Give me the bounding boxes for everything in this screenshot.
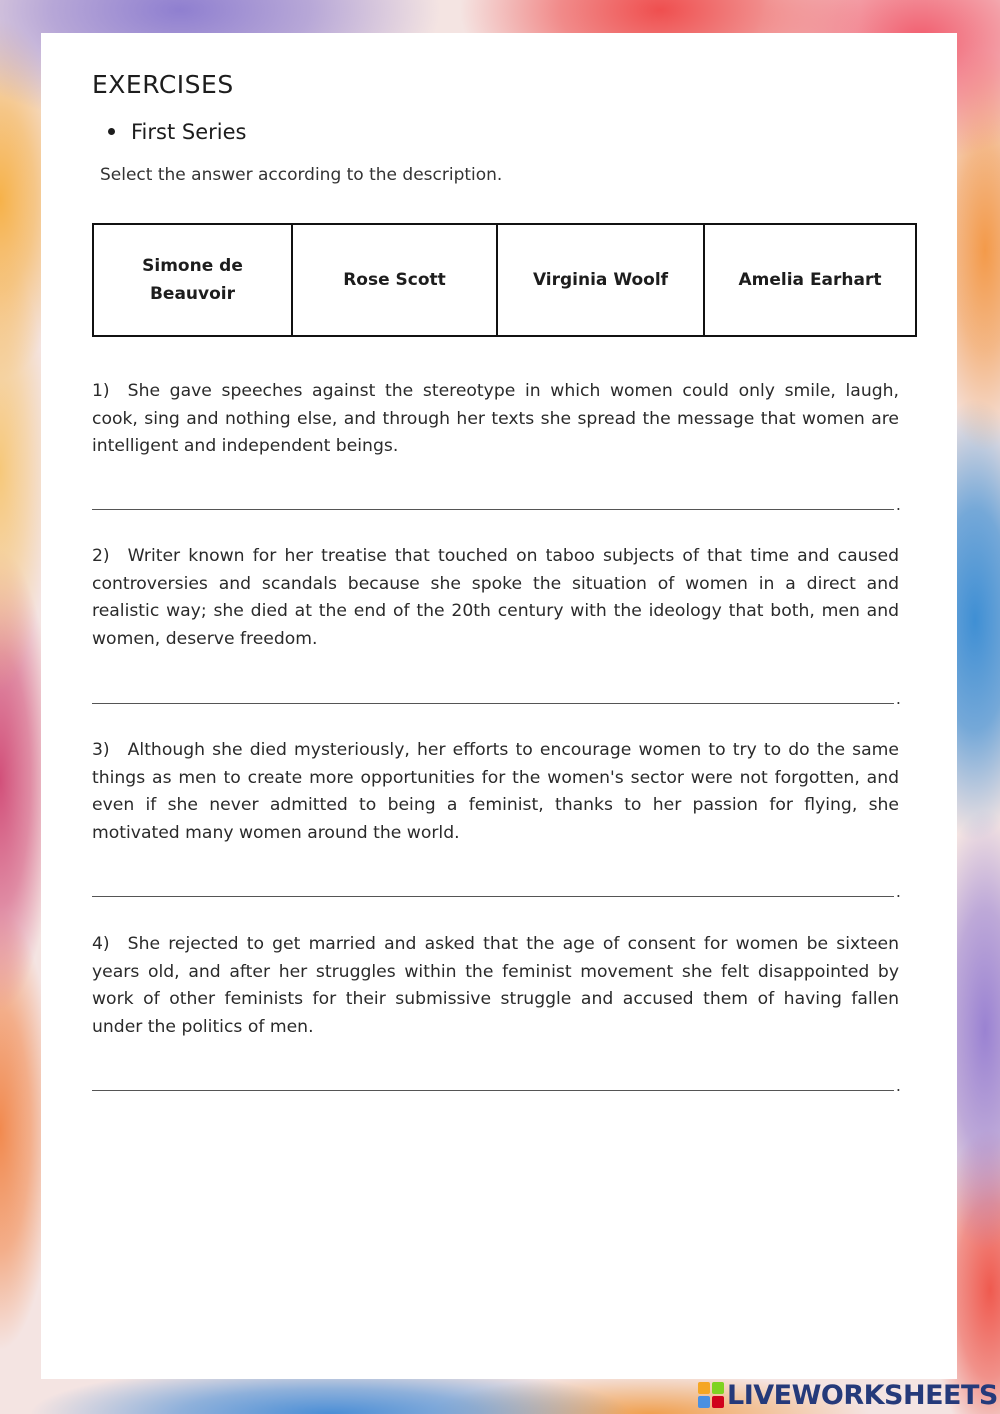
logo-square [698,1396,710,1408]
choice-rose-scott[interactable]: Rose Scott [293,225,498,335]
brand-name: LIVEWORKSHEETS [727,1379,998,1411]
question-number: 2) [92,546,110,566]
question-1 [92,378,899,461]
answer-choices-table [92,223,917,337]
series-heading [108,120,246,144]
answer-line-end: . [895,1076,901,1095]
page-title: EXERCISES [92,70,234,99]
question-number: 4) [92,934,110,954]
question-text: Although she died mysteriously, her efforts to encourage women to try to do the same things as men to create more opportunities for the women's sector were not forgotten, and even if she never admitted to being a feminist, thanks to her passion for flying, she motivated many women around the world. [92,740,899,843]
logo-square [712,1382,724,1394]
answer-field-2[interactable] [92,689,901,708]
choice-virginia-woolf[interactable]: Virginia Woolf [498,225,705,335]
answer-line-end: . [895,882,901,901]
answer-field-3[interactable] [92,882,901,901]
instruction-text: Select the answer according to the description. [100,165,503,185]
choice-simone-de-beauvoir[interactable]: Simone de Beauvoir [94,225,293,335]
question-number: 3) [92,740,110,760]
question-text: She gave speeches against the stereotype in which women could only smile, laugh, cook, sing and nothing else, and through her texts she spread the message that women are intelligent and independent beings. [92,381,899,456]
bullet-icon [108,128,115,135]
answer-line-end: . [895,495,901,514]
question-text: Writer known for her treatise that touched on taboo subjects of that time and caused controversies and scandals because she spoke the situation of women in a direct and realistic way; she died at the end of the 20th century with the ideology that both, men and women, deserve freedom. [92,546,899,649]
question-text: She rejected to get married and asked that the age of consent for women be sixteen years old, and after her struggles within the feminist movement she felt disappointed by work of other feminists for their submissive struggle and accused them of having fallen under the politics of men. [92,934,899,1037]
liveworksheets-logo-icon [698,1382,724,1408]
question-number: 1) [92,381,110,401]
question-2 [92,543,899,653]
answer-field-4[interactable] [92,1076,901,1095]
question-3 [92,737,899,847]
choice-amelia-earhart[interactable]: Amelia Earhart [738,270,882,290]
answer-line-end: . [895,689,901,708]
logo-square [698,1382,710,1394]
liveworksheets-brand [698,1380,998,1410]
series-label: First Series [131,120,247,144]
logo-square [712,1396,724,1408]
answer-field-1[interactable] [92,495,901,514]
question-4 [92,931,899,1041]
